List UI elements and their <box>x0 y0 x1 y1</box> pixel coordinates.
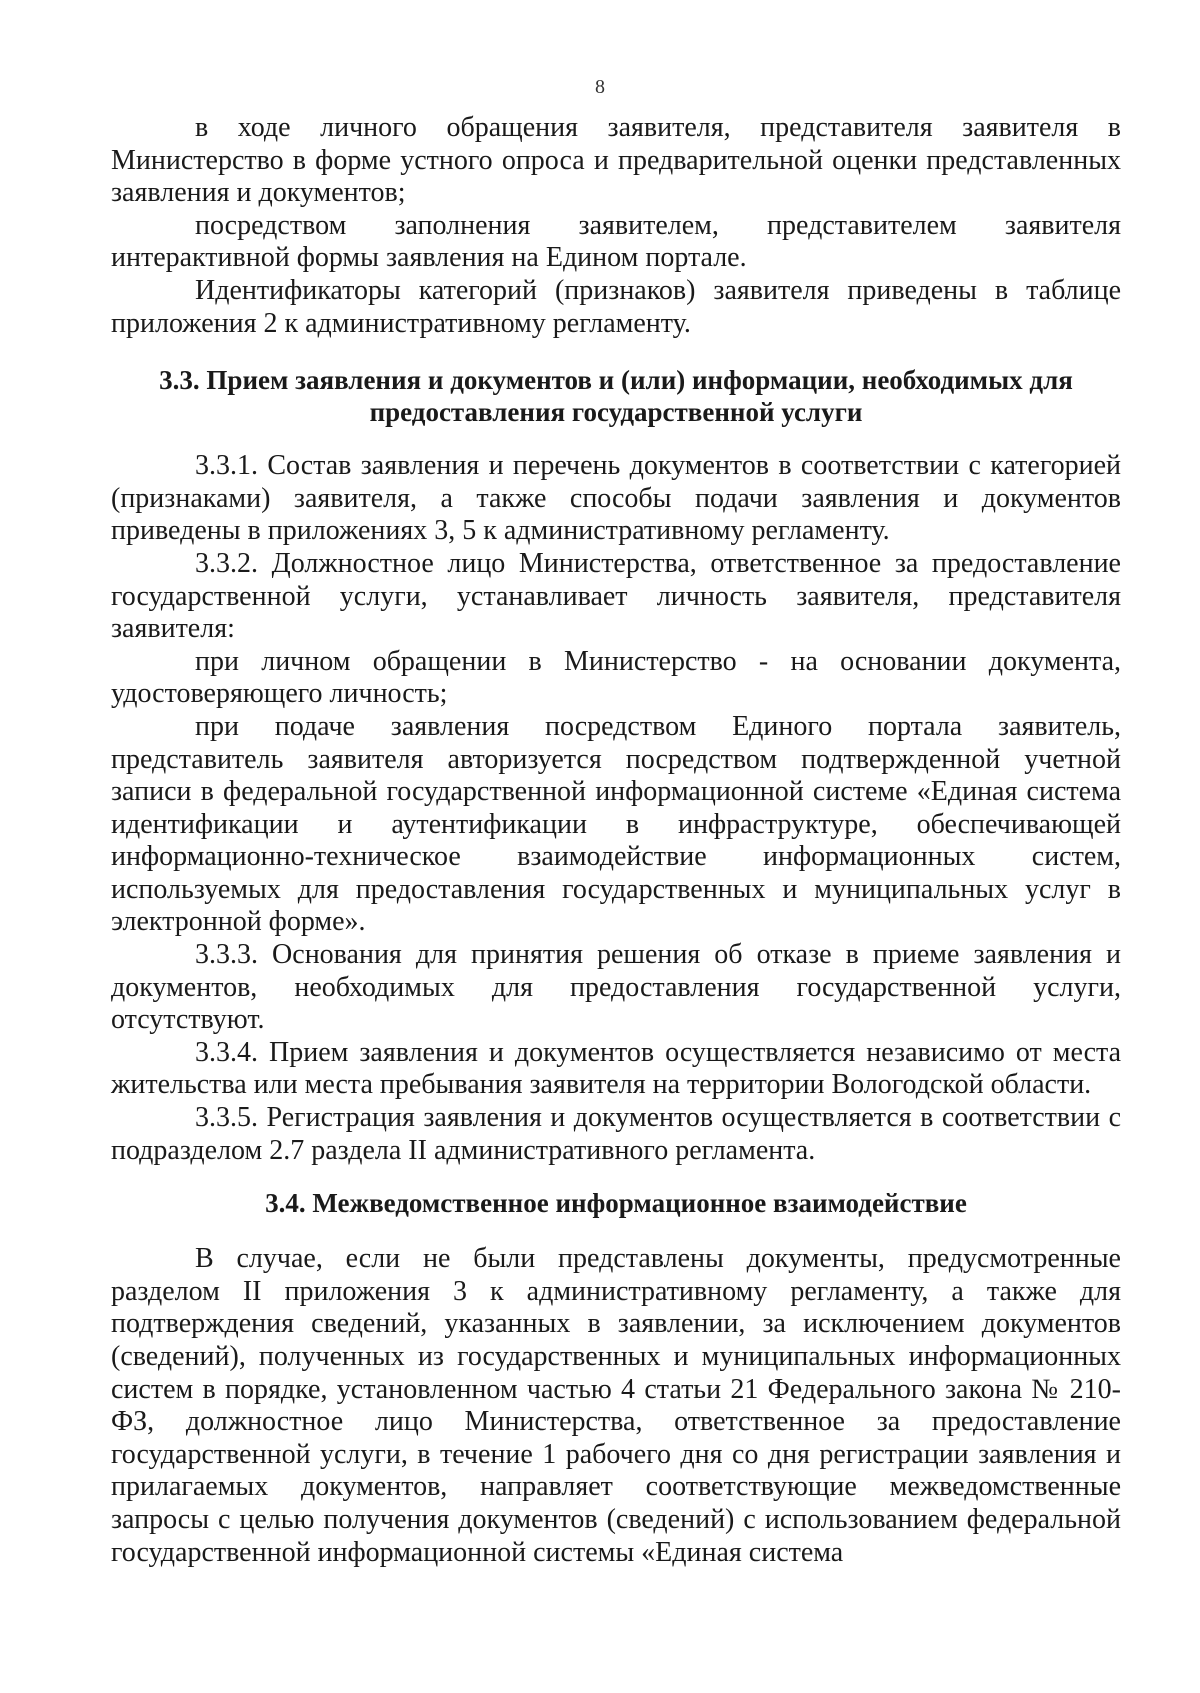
paragraph-3-3-1: 3.3.1. Состав заявления и перечень документов в соответствии с категорией (признаками) заявителя, а также способы подачи заявления и документов приведены в приложениях 3, 5 к административному регламенту. <box>111 450 1121 547</box>
section-heading-3-3: 3.3. Прием заявления и документов и (или) информации, необходимых для предоставления государственной услуги <box>159 365 1073 428</box>
paragraph: посредством заполнения заявителем, представителем заявителя интерактивной формы заявления на Едином портале. <box>111 209 1121 274</box>
paragraph: в ходе личного обращения заявителя, представителя заявителя в Министерство в форме устного опроса и предварительной оценки представленных заявления и документов; <box>111 112 1121 209</box>
paragraph-3-3-5: 3.3.5. Регистрация заявления и документов осуществляется в соответствии с подразделом 2.7 раздела II административного регламента. <box>111 1102 1121 1166</box>
page-number: 8 <box>595 76 605 98</box>
paragraph: при подаче заявления посредством Единого портала заявитель, представитель заявителя авторизуется посредством подтвержденной учетной записи в федеральной государственной информационной системе «Единая система идентификации и аутентификации в инфраструктуре, обеспечивающей информационно-техническое взаимодействие информационных систем, используемых для предоставления государственных и муниципальных услуг в электронной форме». <box>111 710 1121 938</box>
paragraph-3-3-4: 3.3.4. Прием заявления и документов осуществляется независимо от места жительства или места пребывания заявителя на территории Вологодской области. <box>111 1036 1121 1101</box>
document-body <box>111 112 1121 1569</box>
paragraph-3-3-2: 3.3.2. Должностное лицо Министерства, ответственное за предоставление государственной услуги, устанавливает личность заявителя, представителя заявителя: <box>111 547 1121 645</box>
paragraph: В случае, если не были представлены документы, предусмотренные разделом II приложения 3 к административному регламенту, а также для подтверждения сведений, указанных в заявлении, за исключением документов (сведений), полученных из государственных и муниципальных информационных систем в порядке, установленном частью 4 статьи 21 Федерального закона № 210-ФЗ, должностное лицо Министерства, ответственное за предоставление государственной услуги, в течение 1 рабочего дня со дня регистрации заявления и прилагаемых документов, направляет соответствующие межведомственные запросы с целью получения документов (сведений) с использованием федеральной государственной информационной системы «Единая система <box>111 1243 1121 1568</box>
paragraph: при личном обращении в Министерство - на основании документа, удостоверяющего личность; <box>111 645 1121 710</box>
paragraph: Идентификаторы категорий (признаков) заявителя приведены в таблице приложения 2 к административному регламенту. <box>111 274 1121 339</box>
section-heading-3-4: 3.4. Межведомственное информационное взаимодействие <box>265 1188 967 1219</box>
paragraph-3-3-3: 3.3.3. Основания для принятия решения об отказе в приеме заявления и документов, необходимых для предоставления государственной услуги, отсутствуют. <box>111 939 1121 1036</box>
